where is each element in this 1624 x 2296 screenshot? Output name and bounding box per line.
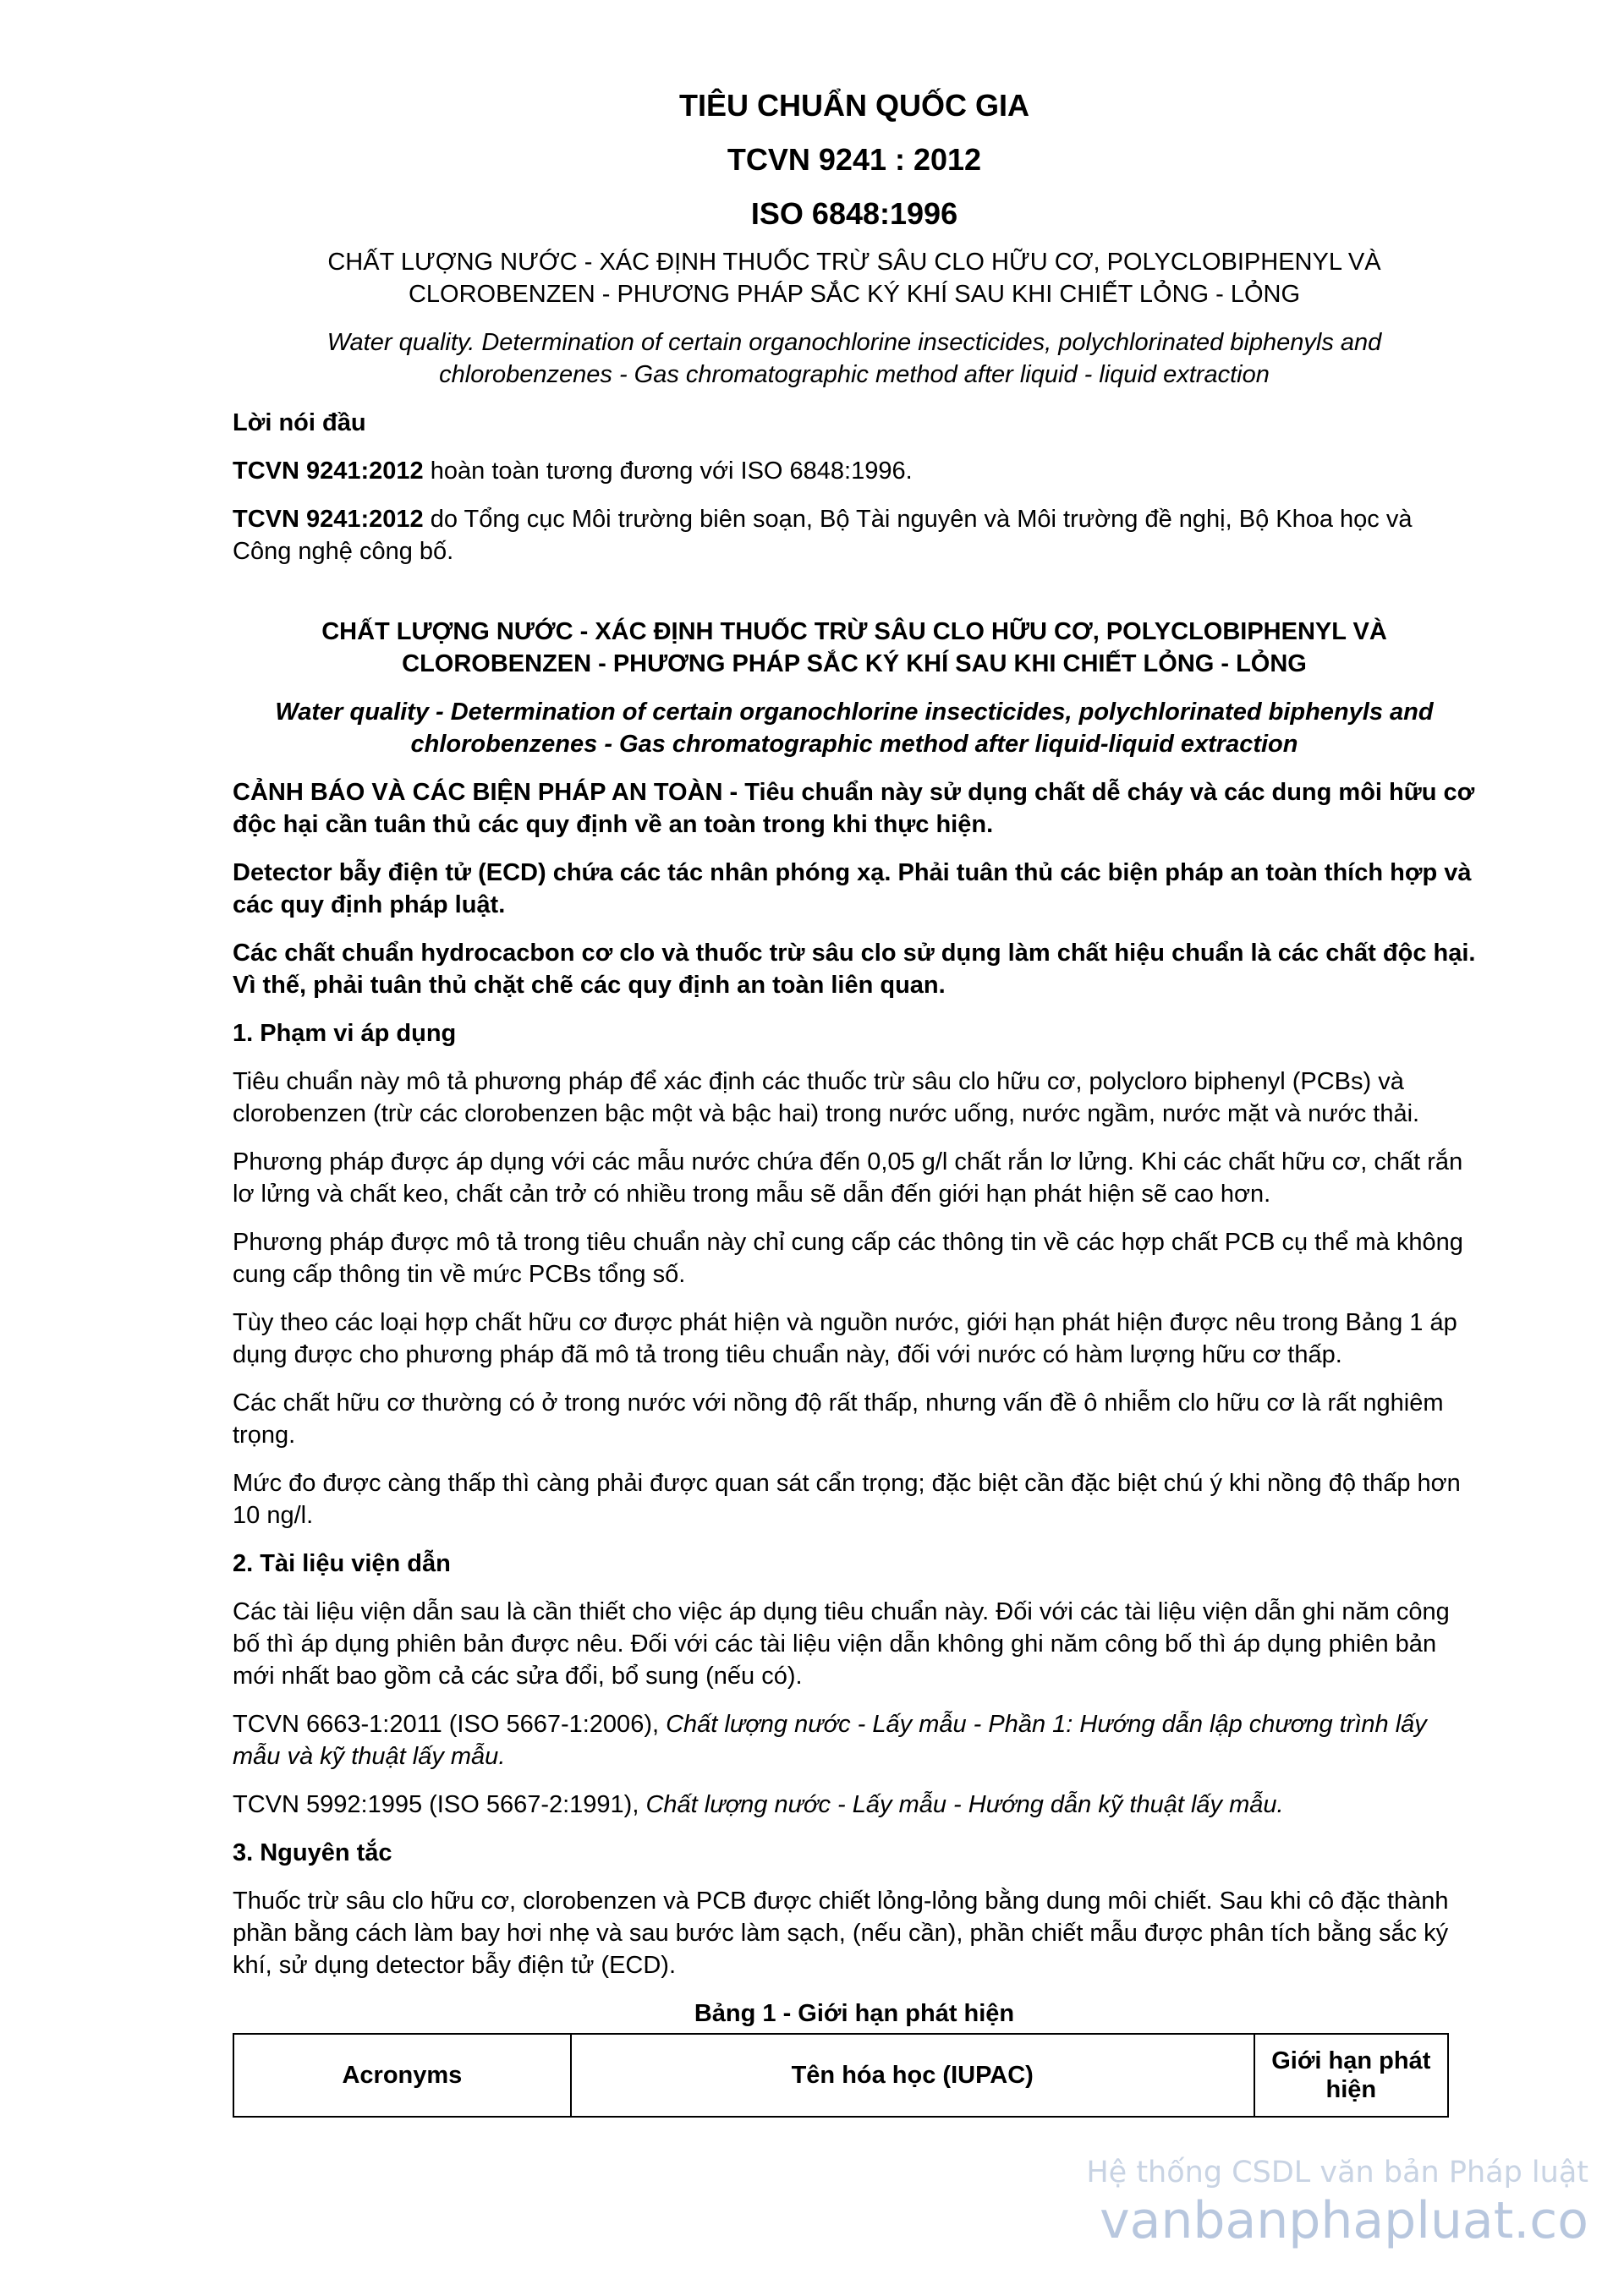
- standard-code: TCVN 9241 : 2012: [727, 142, 982, 177]
- reference-code: TCVN 5992:1995 (ISO 5667-2:1991),: [233, 1791, 646, 1818]
- foreword-paragraph: [233, 503, 1476, 567]
- ecd-warning: Detector bẫy điện tử (ECD) chứa các tác nhân phóng xạ. Phải tuân thủ các biện pháp an toàn thích hợp và các quy định pháp luật.: [233, 859, 1472, 918]
- watermark-line1: Hệ thống CSDL văn bản Pháp luật: [1086, 2156, 1588, 2189]
- document-page: [233, 89, 1476, 2118]
- table-caption: Bảng 1 - Giới hạn phát hiện: [694, 2000, 1015, 2027]
- scope-paragraph: Các chất hữu cơ thường có ở trong nước với nồng độ rất thấp, nhưng vấn đề ô nhiễm clo hữu cơ là rất nghiêm trọng.: [233, 1389, 1444, 1449]
- reference-title: Chất lượng nước - Lấy mẫu - Hướng dẫn kỹ thuật lấy mẫu.: [645, 1791, 1284, 1818]
- reference-item: [233, 1708, 1476, 1773]
- foreword-heading: Lời nói đầu: [233, 409, 366, 436]
- scope-paragraph: Tiêu chuẩn này mô tả phương pháp để xác định các thuốc trừ sâu clo hữu cơ, polycloro biphenyl (PCBs) và clorobenzen (trừ các clorobenzen bậc một và bậc hai) trong nước uống, nước ngầm, nước mặt và nước thải.: [233, 1068, 1420, 1127]
- column-header-detection-limit: Giới hạn phát hiện: [1254, 2034, 1448, 2117]
- document-type-title: TIÊU CHUẨN QUỐC GIA: [679, 88, 1029, 123]
- scope-paragraph: Phương pháp được áp dụng với các mẫu nước chứa đến 0,05 g/l chất rắn lơ lửng. Khi các chất hữu cơ, chất rắn lơ lửng và chất keo, chất cản trở có nhiều trong mẫu sẽ dẫn đến giới hạn phát hiện sẽ cao hơn.: [233, 1148, 1463, 1208]
- section-heading-scope: 1. Phạm vi áp dụng: [233, 1020, 457, 1047]
- english-title: Water quality. Determination of certain organochlorine insecticides, polychlorinated biphenyls and chlorobenzenes - Gas chromatographic method after liquid - liquid extraction: [326, 329, 1382, 388]
- vietnamese-title: CHẤT LƯỢNG NƯỚC - XÁC ĐỊNH THUỐC TRỪ SÂU CLO HỮU CƠ, POLYCLOBIPHENYL VÀ CLOROBENZEN - PHƯƠNG PHÁP SẮC KÝ KHÍ SAU KHI CHIẾT LỎNG - LỎNG: [327, 249, 1381, 308]
- section-heading-principle: 3. Nguyên tắc: [233, 1839, 392, 1866]
- detection-limit-table: [233, 2033, 1449, 2118]
- foreword-text: hoàn toàn tương đương với ISO 6848:1996.: [423, 458, 913, 485]
- standard-code-ref: TCVN 9241:2012: [233, 458, 424, 485]
- reference-title: Chất lượng nước - Lấy mẫu - Phần 1: Hướng dẫn lập chương trình lấy mẫu và kỹ thuật lấy mẫu.: [233, 1711, 1427, 1770]
- foreword-text: do Tổng cục Môi trường biên soạn, Bộ Tài nguyên và Môi trường đề nghị, Bộ Khoa học và Công nghệ công bố.: [233, 506, 1413, 565]
- section-heading-references: 2. Tài liệu viện dẫn: [233, 1550, 451, 1577]
- iso-code: ISO 6848:1996: [750, 196, 958, 231]
- table-header-row: [233, 2034, 1448, 2117]
- foreword-paragraph: [233, 455, 1476, 487]
- scope-paragraph: Phương pháp được mô tả trong tiêu chuẩn này chỉ cung cấp các thông tin về các hợp chất PCB cụ thể mà không cung cấp thông tin về mức PCBs tổng số.: [233, 1229, 1463, 1288]
- safety-warning: CẢNH BÁO VÀ CÁC BIỆN PHÁP AN TOÀN - Tiêu chuẩn này sử dụng chất dễ cháy và các dung môi hữu cơ độc hại cần tuân thủ các quy định về an toàn trong khi thực hiện.: [233, 779, 1475, 838]
- watermark: [1086, 2152, 1588, 2249]
- reference-code: TCVN 6663-1:2011 (ISO 5667-1:2006),: [233, 1711, 667, 1738]
- watermark-line2: vanbanphapluat.co: [1100, 2191, 1588, 2250]
- standards-warning: Các chất chuẩn hydrocacbon cơ clo và thuốc trừ sâu clo sử dụng làm chất hiệu chuẩn là các chất độc hại. Vì thế, phải tuân thủ chặt chẽ các quy định an toàn liên quan.: [233, 940, 1476, 999]
- scope-paragraph: Mức đo được càng thấp thì càng phải được quan sát cẩn trọng; đặc biệt cần đặc biệt chú ý khi nồng độ thấp hơn 10 ng/l.: [233, 1470, 1461, 1529]
- reference-item: [233, 1789, 1476, 1821]
- main-vietnamese-title: CHẤT LƯỢNG NƯỚC - XÁC ĐỊNH THUỐC TRỪ SÂU CLO HỮU CƠ, POLYCLOBIPHENYL VÀ CLOROBENZEN - PHƯƠNG PHÁP SẮC KÝ KHÍ SAU KHI CHIẾT LỎNG - LỎNG: [321, 618, 1387, 677]
- column-header-acronyms: Acronyms: [233, 2034, 571, 2117]
- scope-paragraph: Tùy theo các loại hợp chất hữu cơ được phát hiện và nguồn nước, giới hạn phát hiện được nêu trong Bảng 1 áp dụng được cho phương pháp đã mô tả trong tiêu chuẩn này, đối với nước có hàm lượng hữu cơ thấp.: [233, 1309, 1457, 1368]
- standard-code-ref: TCVN 9241:2012: [233, 506, 424, 533]
- column-header-chemical-name: Tên hóa học (IUPAC): [571, 2034, 1254, 2117]
- references-intro: Các tài liệu viện dẫn sau là cần thiết cho việc áp dụng tiêu chuẩn này. Đối với các tài liệu viện dẫn ghi năm công bố thì áp dụng phiên bản được nêu. Đối với các tài liệu viện dẫn không ghi năm công bố thì áp dụng phiên bản mới nhất bao gồm cả các sửa đổi, bổ sung (nếu có).: [233, 1598, 1450, 1690]
- main-english-title: Water quality - Determination of certain organochlorine insecticides, polychlorinated biphenyls and chlorobenzenes - Gas chromatographic method after liquid-liquid extraction: [275, 699, 1434, 758]
- principle-paragraph: Thuốc trừ sâu clo hữu cơ, clorobenzen và PCB được chiết lỏng-lỏng bằng dung môi chiết. Sau khi cô đặc thành phần bằng cách làm bay hơi nhẹ và sau bước làm sạch, (nếu cần), phần chiết mẫu được phân tích bằng sắc ký khí, sử dụng detector bẫy điện tử (ECD).: [233, 1888, 1449, 1979]
